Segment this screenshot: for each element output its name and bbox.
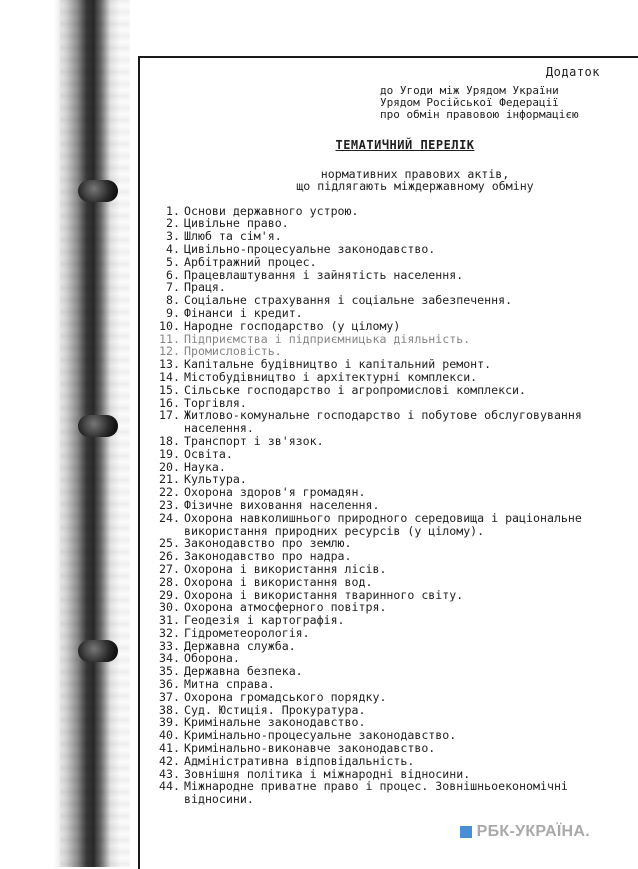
list-item — [150, 345, 620, 358]
item-text: Арбітражний процес. — [184, 254, 317, 269]
item-text: Митна справа. — [184, 677, 275, 692]
list-item — [150, 742, 620, 755]
item-number: 41. — [159, 741, 180, 756]
item-number: 39. — [159, 715, 180, 730]
item-number: 44. — [159, 779, 180, 794]
item-number: 32. — [159, 625, 180, 640]
item-text: Оборона. — [184, 651, 240, 666]
item-number: 40. — [159, 728, 180, 743]
item-text: Працевлаштування і зайнятість населення. — [184, 267, 464, 282]
list-item — [150, 550, 620, 563]
item-text: Народне господарство (у цілому) — [184, 318, 401, 333]
list-item — [150, 678, 620, 691]
item-text: Законодавство про надра. — [184, 549, 352, 564]
item-text: Державна служба. — [184, 638, 296, 653]
item-number: 22. — [159, 485, 180, 500]
list-item — [150, 448, 620, 461]
item-text: Культура. — [184, 472, 247, 487]
item-text: Освіта. — [184, 446, 233, 461]
item-number: 13. — [159, 357, 180, 372]
watermark-text: РБК-УКРАЇНА. — [476, 823, 590, 840]
item-text: Містобудівництво і архітектурні комплекси. — [184, 369, 478, 384]
item-text: Охорона громадського порядку. — [184, 689, 387, 704]
list-item — [150, 243, 620, 256]
item-number: 8. — [166, 293, 180, 308]
item-number: 16. — [159, 395, 180, 410]
item-number: 12. — [159, 344, 180, 359]
item-number: 1. — [166, 203, 180, 218]
list-item — [150, 435, 620, 448]
item-number: 15. — [159, 382, 180, 397]
item-text: Кримінально-процесуальне законодавство. — [184, 728, 457, 743]
logo-square-icon — [460, 826, 472, 838]
watermark — [460, 823, 590, 841]
list-item — [150, 320, 620, 333]
item-number: 9. — [166, 305, 180, 320]
item-text: Фізичне виховання населення. — [184, 497, 380, 512]
item-number: 37. — [159, 689, 180, 704]
item-number: 7. — [166, 280, 180, 295]
item-number: 5. — [166, 254, 180, 269]
item-text: Шлюб та сім'я. — [184, 229, 282, 244]
list-item — [150, 256, 620, 269]
list-item — [150, 307, 620, 320]
item-text: Охорона і використання лісів. — [184, 561, 387, 576]
subtitle-line: що підлягають міждержавному обміну — [296, 179, 534, 194]
item-number: 43. — [159, 766, 180, 781]
item-text: Цивільне право. — [184, 216, 289, 231]
list-item — [150, 486, 620, 499]
item-text: Охорона навколишнього природного середовища і раціональне використання природних ресурсів (у цілому). — [184, 510, 582, 538]
item-number: 2. — [166, 216, 180, 231]
item-text: Транспорт і зв'язок. — [184, 433, 324, 448]
item-number: 26. — [159, 549, 180, 564]
item-text: Кримінальне законодавство. — [184, 715, 366, 730]
item-text: Охорона і використання вод. — [184, 574, 373, 589]
document-subtitle — [210, 168, 620, 193]
item-text: Міжнародне приватне право і процес. Зовнішньоекономічні відносини. — [184, 779, 568, 807]
item-text: Охорона атмосферного повітря. — [184, 600, 387, 615]
item-text: Наука. — [184, 459, 226, 474]
agreement-reference — [380, 85, 620, 121]
list-item — [150, 691, 620, 704]
binder-ring — [78, 640, 118, 662]
list-item — [150, 576, 620, 589]
item-number: 36. — [159, 677, 180, 692]
list-item — [150, 409, 620, 435]
item-text: Сільське господарство і агропромислові комплекси. — [184, 382, 527, 397]
item-text: Суд. Юстиція. Прокуратура. — [184, 702, 366, 717]
list-item — [150, 371, 620, 384]
list-item — [150, 499, 620, 512]
document-body — [150, 66, 620, 806]
list-item — [150, 780, 620, 806]
item-number: 4. — [166, 241, 180, 256]
item-number: 18. — [159, 433, 180, 448]
list-item — [150, 512, 620, 538]
item-text: Соціальне страхування і соціальне забезпечення. — [184, 293, 513, 308]
item-number: 21. — [159, 472, 180, 487]
list-item — [150, 755, 620, 768]
item-text: Фінанси і кредит. — [184, 305, 303, 320]
item-number: 14. — [159, 369, 180, 384]
item-number: 24. — [159, 510, 180, 525]
item-text: Промисловість. — [184, 344, 282, 359]
subtitle-line: нормативних правових актів, — [320, 166, 510, 181]
item-text: Державна безпека. — [184, 664, 303, 679]
item-number: 28. — [159, 574, 180, 589]
list-item — [150, 614, 620, 627]
item-number: 29. — [159, 587, 180, 602]
binder-ring — [78, 415, 118, 437]
item-text: Гідрометеорологія. — [184, 625, 310, 640]
item-text: Підприємства і підприємницька діяльність. — [184, 331, 471, 346]
list-item — [150, 627, 620, 640]
topic-list — [150, 205, 620, 806]
item-number: 10. — [159, 318, 180, 333]
item-number: 42. — [159, 753, 180, 768]
item-text: Цивільно-процесуальне законодавство. — [184, 241, 436, 256]
item-number: 23. — [159, 497, 180, 512]
item-number: 38. — [159, 702, 180, 717]
item-text: Праця. — [184, 280, 226, 295]
item-number: 33. — [159, 638, 180, 653]
item-number: 19. — [159, 446, 180, 461]
item-text: Кримінально-виконавче законодавство. — [184, 741, 436, 756]
agreement-line: про обмін правовою інформацією — [380, 107, 579, 121]
item-text: Законодавство про землю. — [184, 536, 352, 551]
item-number: 30. — [159, 600, 180, 615]
list-item — [150, 563, 620, 576]
item-text: Основи державного устрою. — [184, 203, 359, 218]
item-number: 27. — [159, 561, 180, 576]
item-text: Торгівля. — [184, 395, 247, 410]
item-text: Охорона здоров'я громадян. — [184, 485, 366, 500]
item-number: 34. — [159, 651, 180, 666]
item-number: 6. — [166, 267, 180, 282]
list-item — [150, 384, 620, 397]
item-number: 20. — [159, 459, 180, 474]
item-number: 35. — [159, 664, 180, 679]
appendix-label: Додаток — [545, 65, 600, 79]
item-text: Капітальне будівництво і капітальний ремонт. — [184, 357, 492, 372]
item-text: Охорона і використання тваринного світу. — [184, 587, 464, 602]
item-number: 31. — [159, 613, 180, 628]
item-number: 17. — [159, 408, 180, 423]
item-number: 11. — [159, 331, 180, 346]
binder-ring — [78, 180, 118, 202]
item-text: Адміністративна відповідальність. — [184, 753, 415, 768]
agreement-line: до Угоди між Урядом України — [380, 83, 559, 97]
item-number: 25. — [159, 536, 180, 551]
agreement-line: Урядом Російської Федерації — [380, 95, 559, 109]
item-number: 3. — [166, 229, 180, 244]
item-text: Житлово-комунальне господарство і побутове обслуговування населення. — [184, 408, 582, 436]
item-text: Зовнішня політика і міжнародні відносини. — [184, 766, 471, 781]
item-text: Геодезія і картографія. — [184, 613, 345, 628]
document-title: ТЕМАТИЧНИЙ ПЕРЕЛІК — [335, 137, 475, 152]
